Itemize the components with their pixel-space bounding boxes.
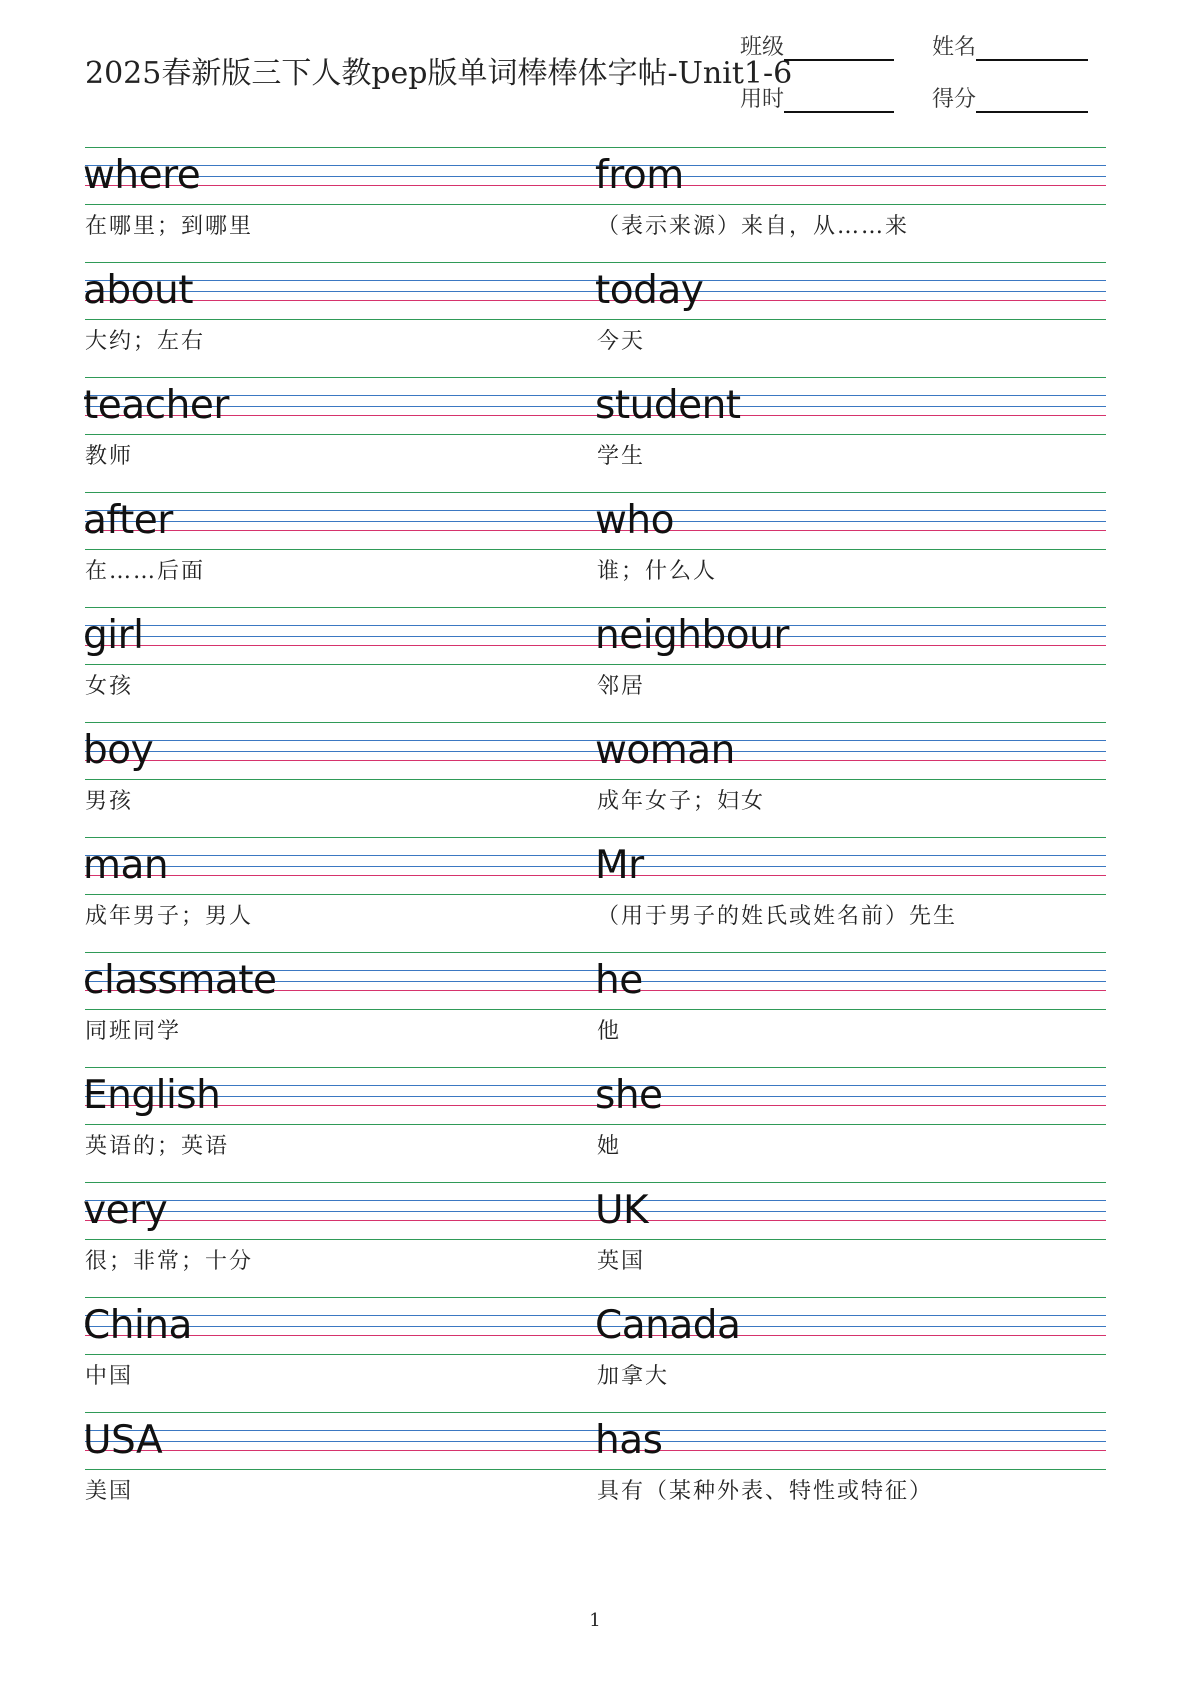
left-meaning: 英语的；英语: [85, 1134, 230, 1159]
right-word: he: [595, 958, 643, 1003]
guide-line: [85, 1009, 1106, 1010]
guide-line: [85, 204, 1106, 205]
guide-line: [85, 894, 1106, 895]
right-meaning: （用于男子的姓氏或姓名前）先生: [597, 904, 958, 929]
right-meaning: （表示来源）来自，从……来: [597, 214, 910, 239]
right-word: Canada: [595, 1303, 741, 1348]
left-word: after: [83, 498, 173, 543]
left-word: classmate: [83, 958, 277, 1003]
left-word: about: [83, 268, 194, 313]
right-meaning: 英国: [597, 1249, 646, 1274]
guide-line: [85, 1469, 1106, 1470]
class-label: 班级: [740, 35, 785, 60]
right-meaning: 邻居: [597, 674, 646, 699]
left-meaning: 在哪里；到哪里: [85, 214, 254, 239]
left-meaning: 很；非常；十分: [85, 1249, 254, 1274]
time-field: [740, 82, 894, 113]
right-word: who: [595, 498, 674, 543]
right-word: student: [595, 383, 741, 428]
right-word: she: [595, 1073, 663, 1118]
score-field: [932, 82, 1088, 113]
left-word: man: [83, 843, 169, 888]
guide-line: [85, 1239, 1106, 1240]
right-meaning: 成年女子；妇女: [597, 789, 766, 814]
time-blank: [784, 91, 894, 113]
right-meaning: 加拿大: [597, 1364, 670, 1389]
right-word: woman: [595, 728, 735, 773]
page-number: 1: [589, 1610, 601, 1631]
guide-line: [85, 779, 1106, 780]
word-row: [85, 1412, 1106, 1527]
word-row: [85, 837, 1106, 952]
name-field: [932, 30, 1088, 61]
left-meaning: 女孩: [85, 674, 134, 699]
word-row: [85, 1182, 1106, 1297]
class-field: [740, 30, 894, 61]
right-word: today: [595, 268, 704, 313]
guide-line: [85, 1124, 1106, 1125]
left-meaning: 教师: [85, 444, 134, 469]
left-meaning: 男孩: [85, 789, 134, 814]
guide-line: [85, 664, 1106, 665]
name-label: 姓名: [932, 35, 977, 60]
right-word: from: [595, 153, 684, 198]
right-meaning: 谁；什么人: [597, 559, 718, 584]
right-meaning: 他: [597, 1019, 622, 1044]
left-word: very: [83, 1188, 168, 1233]
right-word: UK: [595, 1188, 649, 1233]
word-row: [85, 722, 1106, 837]
left-meaning: 大约；左右: [85, 329, 206, 354]
left-meaning: 同班同学: [85, 1019, 182, 1044]
guide-line: [85, 1354, 1106, 1355]
left-meaning: 在……后面: [85, 559, 206, 584]
right-meaning: 她: [597, 1134, 622, 1159]
right-word: Mr: [595, 843, 644, 888]
word-row: [85, 262, 1106, 377]
word-row: [85, 147, 1106, 262]
guide-line: [85, 549, 1106, 550]
score-label: 得分: [932, 87, 977, 112]
time-label: 用时: [740, 87, 785, 112]
left-meaning: 成年男子；男人: [85, 904, 254, 929]
word-row: [85, 607, 1106, 722]
left-word: China: [83, 1303, 192, 1348]
right-meaning: 具有（某种外表、特性或特征）: [597, 1479, 934, 1504]
word-row: [85, 1067, 1106, 1182]
left-word: boy: [83, 728, 154, 773]
name-blank: [976, 39, 1088, 61]
guide-line: [85, 319, 1106, 320]
right-meaning: 今天: [597, 329, 646, 354]
left-word: where: [83, 153, 201, 198]
vocabulary-sheet: [85, 147, 1106, 1527]
left-meaning: 中国: [85, 1364, 134, 1389]
word-row: [85, 952, 1106, 1067]
word-row: [85, 377, 1106, 492]
left-word: teacher: [83, 383, 229, 428]
score-blank: [976, 91, 1088, 113]
right-word: neighbour: [595, 613, 789, 658]
left-word: USA: [83, 1418, 163, 1463]
word-row: [85, 492, 1106, 607]
class-blank: [784, 39, 894, 61]
right-meaning: 学生: [597, 444, 646, 469]
left-word: English: [83, 1073, 221, 1118]
page-title: 2025春新版三下人教pep版单词棒棒体字帖-Unit1-6: [85, 56, 793, 91]
word-row: [85, 1297, 1106, 1412]
right-word: has: [595, 1418, 663, 1463]
guide-line: [85, 434, 1106, 435]
left-word: girl: [83, 613, 144, 658]
left-meaning: 美国: [85, 1479, 134, 1504]
